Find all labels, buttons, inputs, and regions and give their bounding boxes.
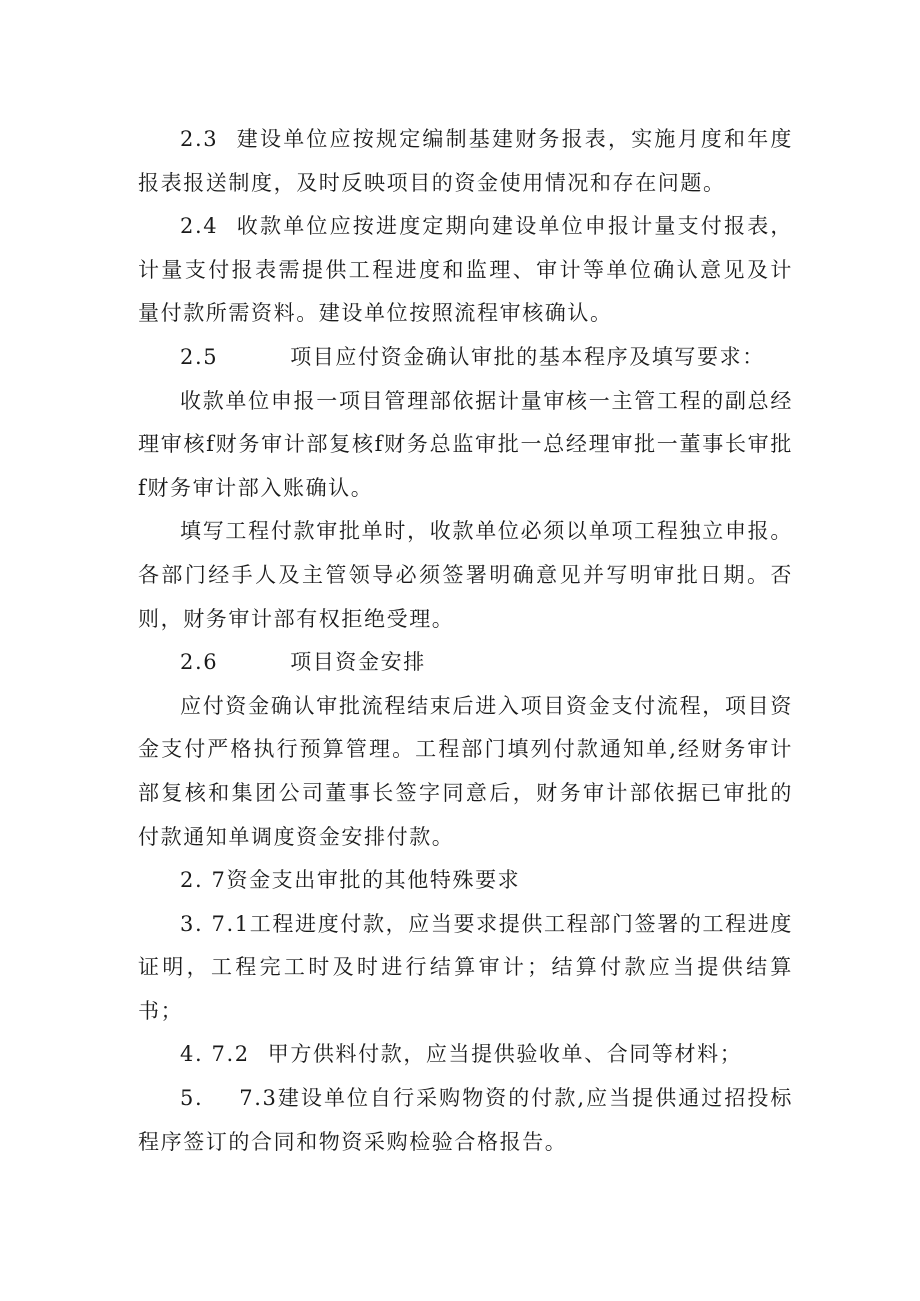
paragraph-text: 收款单位应按进度定期向建设单位申报计量支付报表，计量支付报表需提供工程进度和监理、审计等单位确认意见及计量付款所需资料。建设单位按照流程审核确认。 xyxy=(138,214,793,326)
paragraph-text: 资金支出审批的其他特殊要求 xyxy=(226,868,521,893)
paragraph-text: 项目资金安排 xyxy=(290,650,426,675)
list-number: 5. xyxy=(180,1086,204,1111)
section-number: 2.5 xyxy=(180,344,219,369)
paragraph-2-5 xyxy=(138,336,793,380)
paragraph-text: 填写工程付款审批单时，收款单位必须以单项工程独立申报。各部门经手人及主管领导必须签署明确意见并写明审批日期。否则，财务审计部有权拒绝受理。 xyxy=(138,519,793,631)
paragraph-2-4 xyxy=(138,205,793,336)
document-body xyxy=(138,118,793,1164)
section-number: 2. 7 xyxy=(180,868,227,893)
paragraph-4-7-2 xyxy=(138,1033,793,1077)
section-number: 4. 7.2 xyxy=(180,1042,250,1067)
paragraph-fill-requirements xyxy=(138,510,793,641)
paragraph-2-3 xyxy=(138,118,793,205)
paragraph-approval-flow xyxy=(138,380,793,511)
section-number: 2.3 xyxy=(180,127,219,151)
section-number: 2.4 xyxy=(180,214,219,239)
paragraph-fund-arrangement xyxy=(138,685,793,859)
paragraph-3-7-1 xyxy=(138,903,793,1034)
paragraph-text: 建设单位自行采购物资的付款,应当提供通过招投标程序签订的合同和物资采购检验合格报告。 xyxy=(138,1086,793,1154)
paragraph-5-7-3 xyxy=(138,1077,793,1164)
paragraph-text: 收款单位申报一项目管理部依据计量审核一主管工程的副总经理审核f财务审计部复核f财务总监审批一总经理审批一董事长审批f财务审计部入账确认。 xyxy=(138,388,793,500)
section-number: 2.6 xyxy=(180,650,219,675)
paragraph-text: 建设单位应按规定编制基建财务报表，实施月度和年度报表报送制度，及时反映项目的资金使用情况和存在问题。 xyxy=(138,127,793,195)
section-number: 3. 7.1 xyxy=(180,911,250,936)
paragraph-text: 工程进度付款，应当要求提供工程部门签署的工程进度证明，工程完工时及时进行结算审计；结算付款应当提供结算书； xyxy=(138,911,793,1023)
paragraph-text: 甲方供料付款，应当提供验收单、合同等材料； xyxy=(267,1042,743,1067)
paragraph-2-6 xyxy=(138,641,793,685)
paragraph-text: 应付资金确认审批流程结束后进入项目资金支付流程，项目资金支付严格执行预算管理。工程部门填列付款通知单,经财务审计部复核和集团公司董事长签字同意后，财务审计部依据已审批的付款通知单调度资金安排付款。 xyxy=(138,693,793,849)
paragraph-text: 项目应付资金确认审批的基本程序及填写要求： xyxy=(290,344,765,369)
paragraph-2-7 xyxy=(138,859,793,903)
section-number: 7.3 xyxy=(239,1086,278,1111)
